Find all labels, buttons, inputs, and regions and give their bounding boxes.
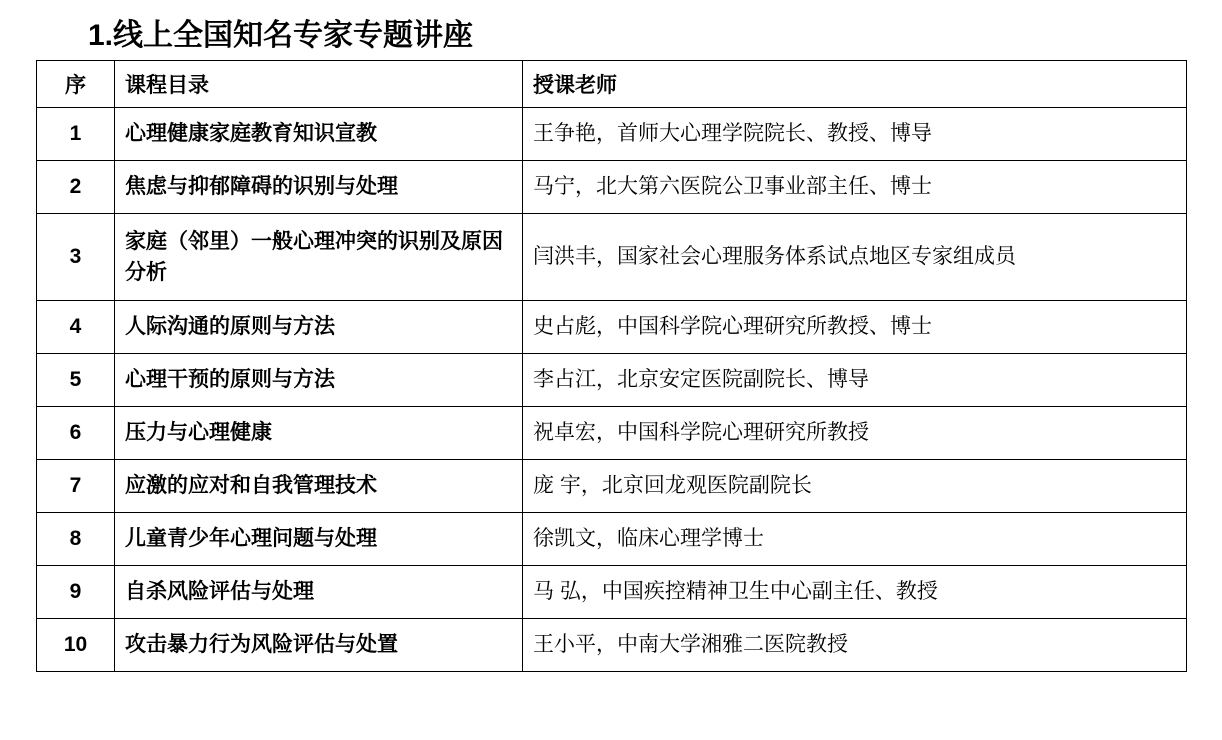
cell-course: 攻击暴力行为风险评估与处置 [115, 619, 523, 672]
cell-index: 6 [37, 407, 115, 460]
cell-teacher: 祝卓宏，中国科学院心理研究所教授 [523, 407, 1187, 460]
table-row [37, 161, 1187, 214]
cell-teacher: 徐凯文，临床心理学博士 [523, 513, 1187, 566]
table-row [37, 301, 1187, 354]
cell-teacher: 马宁，北大第六医院公卫事业部主任、博士 [523, 161, 1187, 214]
table-row [37, 460, 1187, 513]
table-header-row [37, 61, 1187, 108]
cell-teacher: 王争艳，首师大心理学院院长、教授、博导 [523, 108, 1187, 161]
cell-index: 8 [37, 513, 115, 566]
table-row [37, 354, 1187, 407]
cell-index: 5 [37, 354, 115, 407]
cell-index: 2 [37, 161, 115, 214]
cell-index: 3 [37, 214, 115, 301]
cell-teacher: 庞 宇，北京回龙观医院副院长 [523, 460, 1187, 513]
cell-course: 应激的应对和自我管理技术 [115, 460, 523, 513]
cell-index: 7 [37, 460, 115, 513]
table-row [37, 566, 1187, 619]
table-row [37, 619, 1187, 672]
cell-course: 心理干预的原则与方法 [115, 354, 523, 407]
table-row [37, 214, 1187, 301]
cell-course: 儿童青少年心理问题与处理 [115, 513, 523, 566]
cell-index: 9 [37, 566, 115, 619]
document-page [0, 18, 1222, 740]
cell-course: 家庭（邻里）一般心理冲突的识别及原因分析 [115, 214, 523, 301]
cell-course: 心理健康家庭教育知识宣教 [115, 108, 523, 161]
cell-teacher: 王小平，中南大学湘雅二医院教授 [523, 619, 1187, 672]
course-table [36, 60, 1187, 672]
column-header-index: 序 [37, 61, 115, 108]
cell-teacher: 史占彪，中国科学院心理研究所教授、博士 [523, 301, 1187, 354]
cell-course: 压力与心理健康 [115, 407, 523, 460]
cell-index: 4 [37, 301, 115, 354]
cell-teacher: 马 弘，中国疾控精神卫生中心副主任、教授 [523, 566, 1187, 619]
cell-teacher: 李占江，北京安定医院副院长、博导 [523, 354, 1187, 407]
cell-index: 10 [37, 619, 115, 672]
column-header-course: 课程目录 [115, 61, 523, 108]
page-title: 1.线上全国知名专家专题讲座 [88, 19, 474, 52]
table-row [37, 513, 1187, 566]
column-header-teacher: 授课老师 [523, 61, 1187, 108]
table-body [37, 108, 1187, 672]
table-row [37, 108, 1187, 161]
cell-course: 人际沟通的原则与方法 [115, 301, 523, 354]
cell-course: 焦虑与抑郁障碍的识别与处理 [115, 161, 523, 214]
cell-teacher: 闫洪丰，国家社会心理服务体系试点地区专家组成员 [523, 214, 1187, 301]
cell-index: 1 [37, 108, 115, 161]
table-row [37, 407, 1187, 460]
cell-course: 自杀风险评估与处理 [115, 566, 523, 619]
table-header [37, 61, 1187, 108]
